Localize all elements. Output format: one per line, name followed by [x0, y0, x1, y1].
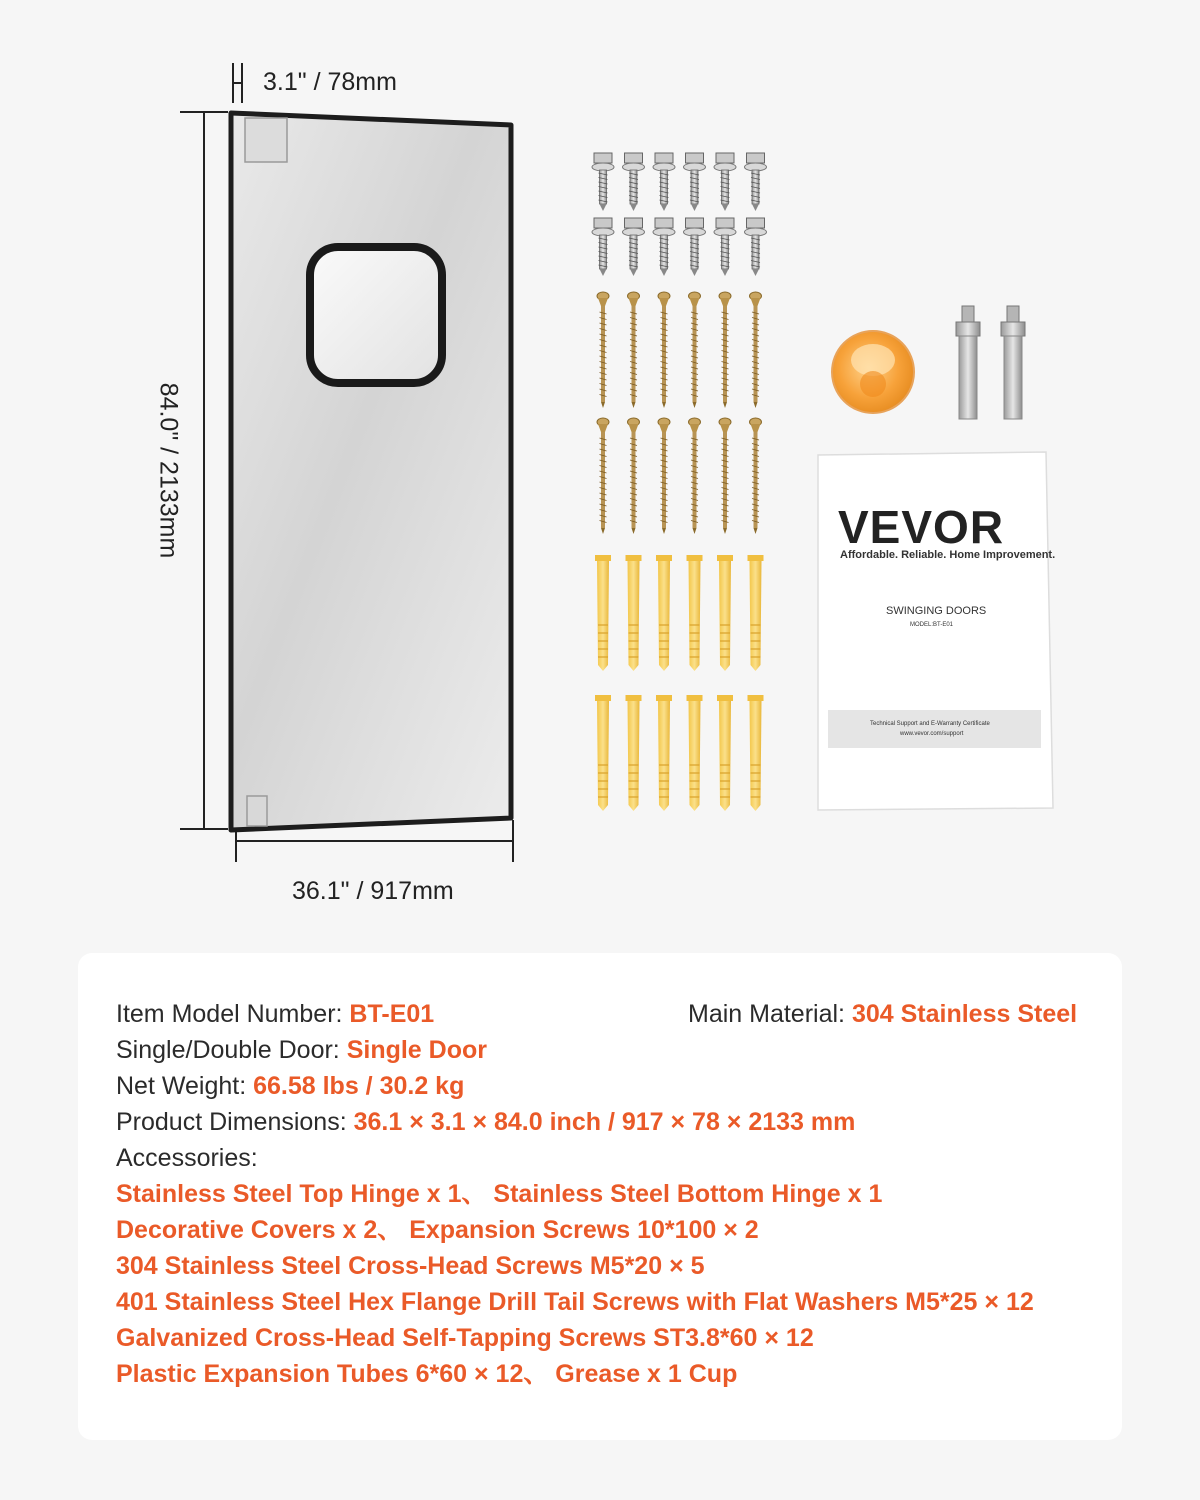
hex-screw [684, 218, 706, 276]
height-dimension-line [180, 112, 228, 829]
spec-door-label: Single/Double Door: [116, 1036, 347, 1064]
spec-material-value: 304 Stainless Steel [851, 1000, 1078, 1028]
spec-door-value: Single Door [346, 1036, 487, 1064]
manual-support-line: Technical Support and E-Warranty Certificate [870, 721, 990, 727]
plastic-tube [748, 695, 764, 811]
self-tapping-screws [597, 292, 762, 534]
spec-dimensions-row [116, 1104, 855, 1140]
plastic-tube [656, 555, 672, 671]
spec-card [78, 953, 1122, 1440]
door-window [310, 247, 442, 383]
manual-support-url: www.vevor.com/support [900, 731, 964, 737]
accessory-line: Decorative Covers x 2、 Expansion Screws 10*100 × 2 [116, 1216, 759, 1244]
hex-screw [592, 218, 614, 276]
hex-screw [714, 218, 736, 276]
spec-dimensions-label: Product Dimensions: [116, 1108, 354, 1136]
bottom-hinge-plate [247, 796, 267, 826]
long-screw [719, 418, 731, 534]
spec-weight-label: Net Weight: [116, 1072, 254, 1100]
long-screw [719, 292, 731, 408]
depth-dimension-label: 3.1" / 78mm [263, 68, 397, 96]
spec-accessories-label: Accessories: [116, 1144, 258, 1172]
long-screw [597, 418, 609, 534]
spec-weight-row [116, 1068, 464, 1104]
hex-screw [623, 218, 645, 276]
spec-dimensions-value: 36.1 × 3.1 × 84.0 inch / 917 × 78 × 2133 mm [353, 1108, 856, 1136]
hex-screw [745, 153, 767, 211]
hex-screw [714, 153, 736, 211]
spec-material-row [688, 996, 1077, 1032]
spec-model-label: Item Model Number: [116, 1000, 350, 1028]
accessory-line: Galvanized Cross-Head Self-Tapping Screws ST3.8*60 × 12 [116, 1324, 814, 1352]
spec-model-value: BT-E01 [349, 1000, 435, 1028]
spec-door-row [116, 1032, 487, 1068]
long-screw [689, 292, 701, 408]
manual-model: MODEL:BT-E01 [910, 622, 954, 628]
long-screw [658, 418, 670, 534]
hex-screw [653, 153, 675, 211]
top-hinge-plate [245, 118, 287, 162]
plastic-tube [626, 555, 642, 671]
long-screw [628, 292, 640, 408]
width-dimension-label: 36.1" / 917mm [292, 877, 454, 905]
long-screw [750, 292, 762, 408]
depth-dimension-marks [233, 63, 242, 103]
spec-material-label: Main Material: [688, 1000, 852, 1028]
long-screw [658, 292, 670, 408]
expansion-bolts [956, 306, 1025, 419]
hex-screw [745, 218, 767, 276]
hex-screw [592, 153, 614, 211]
hex-screw [684, 153, 706, 211]
accessory-line: 304 Stainless Steel Cross-Head Screws M5*20 × 5 [116, 1252, 705, 1280]
spec-weight-value: 66.58 lbs / 30.2 kg [253, 1072, 465, 1100]
hex-screw [653, 218, 675, 276]
spec-model-row [116, 996, 434, 1032]
hex-screw [623, 153, 645, 211]
long-screw [689, 418, 701, 534]
door [231, 113, 511, 830]
long-screw [597, 292, 609, 408]
manual-title: SWINGING DOORS [886, 605, 987, 617]
accessory-line: 401 Stainless Steel Hex Flange Drill Tail Screws with Flat Washers M5*25 × 12 [116, 1288, 1034, 1316]
hex-screws [592, 153, 767, 276]
plastic-tube [595, 695, 611, 811]
plastic-tube [687, 695, 703, 811]
plastic-tube [717, 555, 733, 671]
plastic-tube [717, 695, 733, 811]
height-dimension-label: 84.0" / 2133mm [154, 382, 183, 559]
accessory-line: Stainless Steel Top Hinge x 1、 Stainless Steel Bottom Hinge x 1 [116, 1180, 883, 1208]
plastic-tube [748, 555, 764, 671]
plastic-tube [656, 695, 672, 811]
expansion-tubes [595, 555, 764, 811]
manual-tagline: Affordable. Reliable. Home Improvement. [840, 549, 1056, 561]
grease-cup [832, 331, 914, 413]
plastic-tube [626, 695, 642, 811]
long-screw [750, 418, 762, 534]
plastic-tube [595, 555, 611, 671]
long-screw [628, 418, 640, 534]
manual-brand-logo: VEVOR [838, 501, 1005, 553]
plastic-tube [687, 555, 703, 671]
accessory-line: Plastic Expansion Tubes 6*60 × 12、 Grease x 1 Cup [116, 1360, 738, 1388]
